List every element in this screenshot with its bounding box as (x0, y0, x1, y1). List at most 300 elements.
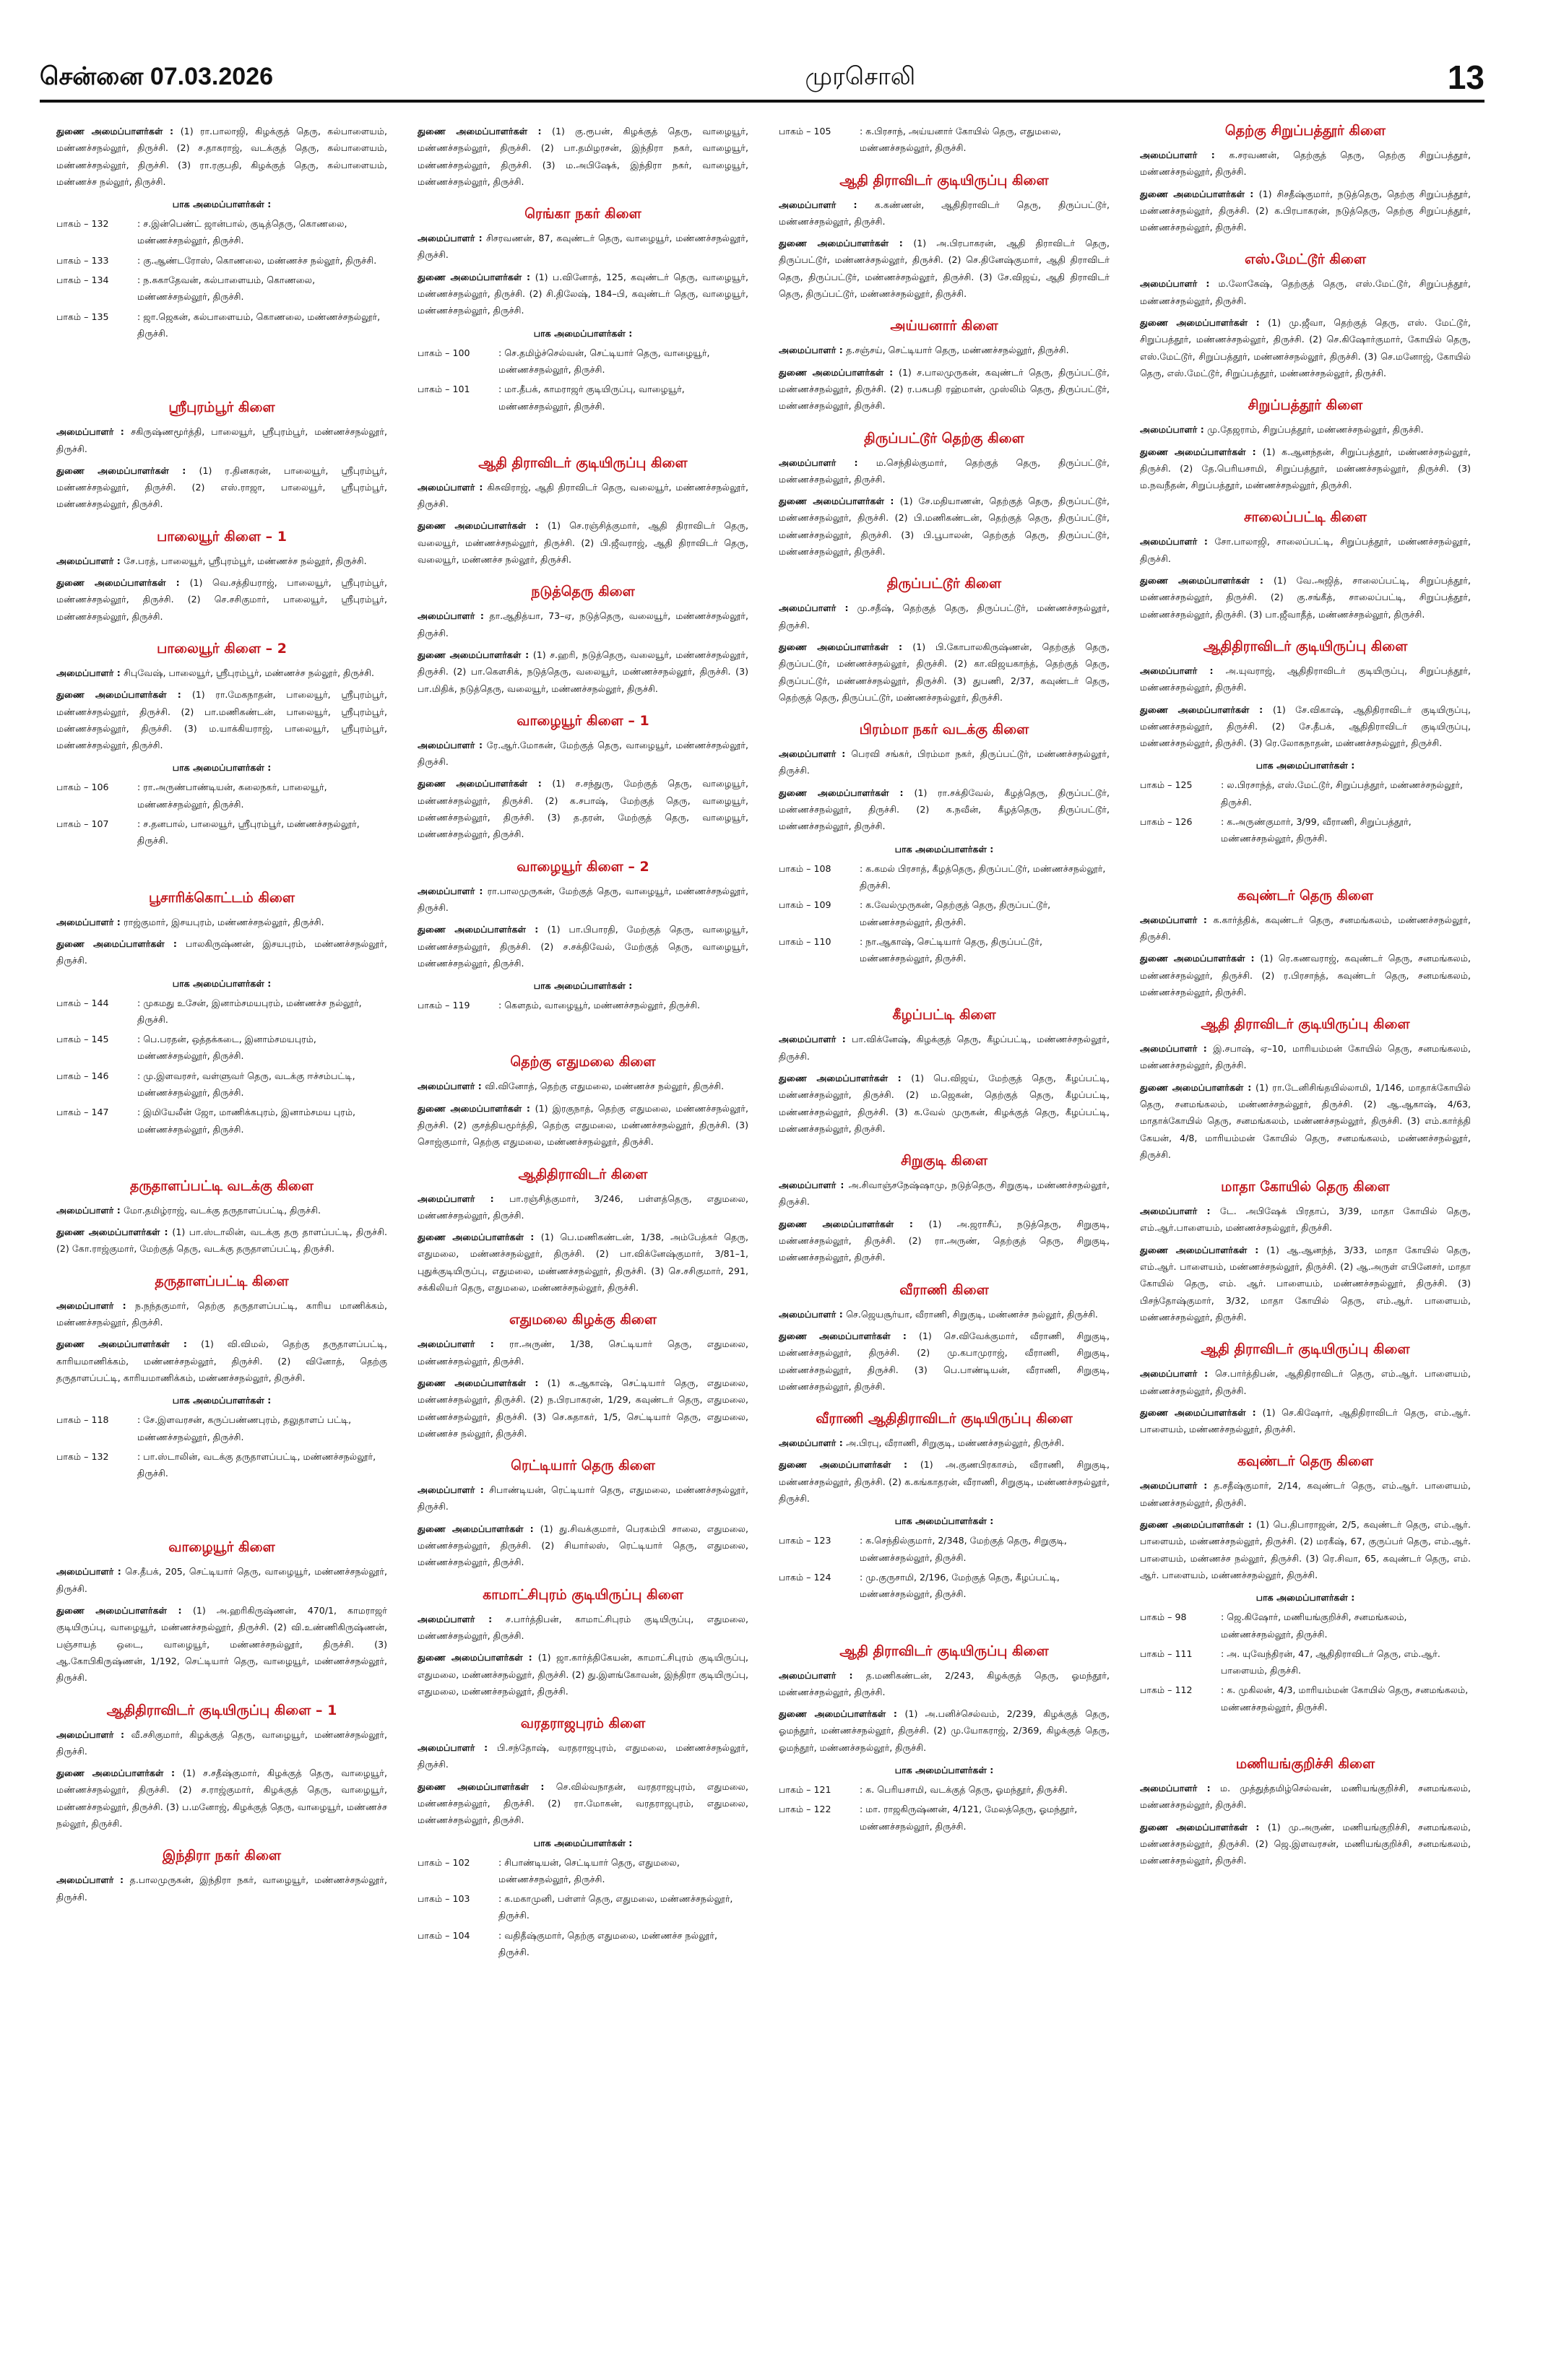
branch-block (1140, 1016, 1471, 1163)
organiser-label: அமைப்பாளர் : (1140, 1206, 1220, 1217)
section-number: பாகம் – 119 (418, 1000, 470, 1011)
masthead (40, 51, 1484, 103)
deputy-organisers-label: துணை அமைப்பாளர்கள் : (1140, 188, 1259, 199)
deputy-organisers-names: (1) பெ.திபாராஜன், 2/5, கவுண்டர் தெரு, எம்.ஆர். பாளையம், மண்ணச்சநல்லூர், திருச்சி. (2) மரகீஷ், 67, குருப்பர் தெரு, எம்.ஆர். பாளையம், மண்ணச்ச நல்லூர், திருச்சி. (3) ரெ.சிவா, 65, கவுண்டர் தெரு, எம். ஆர். பாளையம், மண்ணச்சநல்லூர், திருச்சி. (1140, 1519, 1471, 1580)
organiser-label: அமைப்பாளர் : (779, 1669, 866, 1681)
deputy-organisers-entry (418, 1649, 748, 1700)
organiser-name: பா.ரஞ்சித்குமார், 3/246, பள்ளத்தெரு, எதுமலை, மண்ணச்சநல்லூர், திருச்சி. (418, 1193, 748, 1221)
article-columns (56, 123, 1471, 2362)
deputy-organisers-entry (1140, 186, 1471, 236)
organiser-name: அ.யுவராஜ், ஆதிதிராவிடர் குடியிருப்பு, சிறுப்பத்தூர், மண்ணச்சநல்லூர், திருச்சி. (1140, 665, 1471, 693)
branch-block (1140, 1341, 1471, 1437)
branch-title: இந்திரா நகர் கிளை (162, 1848, 282, 1864)
branch-title: ஆதிதிராவிடர் கிளை (518, 1166, 648, 1182)
organiser-label: அமைப்பாளர் : (56, 1204, 124, 1216)
section-organiser-row (1140, 1645, 1471, 1679)
deputy-organisers-entry (418, 921, 748, 972)
deputy-organisers-names: (1) வே.அஜித், சாலைப்பட்டி, சிறுப்பத்தூர், மண்ணச்சநல்லூர், திருச்சி. (2) கு.சங்கீத், சாலைப்பட்டி, சிறுப்பத்தூர், மண்ணச்சநல்லூர், திருச்சி. (3) பா.ஜீவாதீத், மண்ணச்சநல்லூர், திருச்சி. (1140, 575, 1471, 620)
branch-block (56, 1273, 387, 1482)
deputy-organisers-names: (1) மு.ஜீவா, தெற்குத் தெரு, எஸ். மேட்டூர், சிறுப்பத்தூர், மண்ணச்சநல்லூர், திருச்சி. (2) செ.கிஷோர்குமார், கோயில் தெரு, எஸ்.மேட்டூர், சிறுப்பத்தூர், மண்ணச்சநல்லூர், திருச்சி. (3) செ.மனோஜ், கோயில் தெரு, எஸ்.மேட்டூர், சிறுப்பத்தூர், மண்ணச்சநல்லூர், திருச்சி. (1140, 317, 1471, 378)
branch-block (779, 1153, 1110, 1265)
organiser-name: சே.பரத், பாலையூர், ஸ்ரீபுரம்பூர், மண்ணச்ச நல்லூர், திருச்சி. (124, 555, 367, 566)
deputy-organisers-label: துணை அமைப்பாளர்கள் : (418, 1377, 548, 1388)
deputy-organisers-entry (779, 639, 1110, 706)
organiser-name: ம.செந்தில்குமார், தெற்குத் தெரு, திருப்பட்டூர், மண்ணச்சநல்லூர், திருச்சி. (779, 456, 1110, 485)
organiser-name: ரா.அருண், 1/38, செட்டியார் தெரு, எதுமலை, மண்ணச்சநல்லூர், திருச்சி. (418, 1338, 749, 1367)
organiser-label: அமைப்பாளர் : (1140, 1043, 1214, 1055)
deputy-organisers-names: (1) பி.கோபாலகிருஷ்ணன், தெற்குத் தெரு, திருப்பட்டூர், மண்ணச்சநல்லூர், திருச்சி. (2) கா.விஜயகாந்த், தெற்குத் தெரு, திருப்பட்டூர், மண்ணச்சநல்லூர், திருச்சி. (3) துபணி, 2/37, கவுண்டர் தெரு, தெற்குத் தெரு, திருப்பட்டூர், மண்ணச்சநல்லூர், திருச்சி. (779, 641, 1110, 703)
organiser-entry (1140, 1203, 1471, 1237)
deputy-organisers-names: (1) செ.கிஷோர், ஆதிதிராவிடர் தெரு, எம்.ஆர். பாளையம், மண்ணச்சநல்லூர், திருச்சி. (1140, 1406, 1471, 1435)
branch-title: தெற்கு சிறுப்பத்தூர் கிளை (1224, 123, 1386, 139)
organiser-entry (56, 423, 387, 457)
deputy-organisers-label: துணை அமைப்பாளர்கள் : (418, 649, 533, 660)
organiser-label: அமைப்பாளர் : (1140, 278, 1219, 290)
organiser-entry (418, 1078, 748, 1094)
organiser-name: தா.ஆதித்யா, 73–ஏ, நடுத்தெரு, வலையூர், மண்ணச்சநல்லூர், திருச்சி. (418, 610, 748, 639)
branch-title: ஆதி திராவிடர் குடியிருப்பு கிளை (478, 454, 688, 471)
deputy-organisers-label: துணை அமைப்பாளர்கள் : (1140, 1821, 1268, 1832)
branch-title: ஆதி திராவிடர் குடியிருப்பு கிளை (1201, 1341, 1410, 1358)
deputy-organisers-entry (56, 1765, 387, 1832)
deputy-organisers-names: (1) கு.ரூபன், கிழக்குத் தெரு, வாழையூர், மண்ணச்சநல்லூர், திருச்சி. (2) பா.தமிழரசன், இந்திரா நகர், வாழையூர், மண்ணச்சநல்லூர், திருச்சி. (3) ம.அபிஷேக், இந்திரா நகர், வாழையூர், மண்ணச்சநல்லூர், திருச்சி. (418, 126, 748, 187)
deputy-organisers-entry (56, 1224, 387, 1258)
deputy-organisers-names: (1) செ.விவேக்குமார், வீராணி, சிறுகுடி, மண்ணச்சநல்லூர், திருச்சி. (2) மு.கபாமுராஜ், வீராணி, சிறுகுடி, மண்ணச்சநல்லூர், திருச்சி. (3) பெ.பாண்டியன், வீராணி, சிறுகுடி, மண்ணச்சநல்லூர், திருச்சி. (779, 1330, 1110, 1392)
branch-title: கவுண்டர் தெரு கிளை (1237, 1453, 1374, 1470)
deputy-organisers-label: துணை அமைப்பாளர்கள் : (779, 1708, 905, 1720)
deputy-organisers-label: துணை அமைப்பாளர்கள் : (56, 938, 186, 949)
branch-block (779, 576, 1110, 706)
deputy-organisers-label: துணை அமைப்பாளர்கள் : (56, 1338, 202, 1350)
section-number: பாகம் – 146 (56, 1070, 109, 1081)
deputy-organisers-names: (1) ரா.சக்திவேல், கீழத்தெரு, திருப்பட்டூர், மண்ணச்சநல்லூர், திருச்சி. (2) க.நவீன், கீழத்தெரு, திருப்பட்டூர், மண்ணச்சநல்லூர், திருச்சி. (779, 787, 1110, 832)
section-number: பாகம் – 121 (779, 1784, 831, 1795)
deputy-organisers-label: துணை அமைப்பாளர்கள் : (418, 520, 548, 532)
branch-block (418, 123, 748, 190)
branch-title: ஸ்ரீபுரம்பூர் கிளை (168, 399, 275, 416)
deputy-organisers-label: துணை அமைப்பாளர்கள் : (1140, 1406, 1263, 1418)
organiser-label: அமைப்பாளர் : (418, 1081, 485, 1092)
deputy-organisers-names: (1) ச.ஹரி, நடுத்தெரு, வலையூர், மண்ணச்சநல்லூர், திருச்சி. (2) பா.கௌசிக், நடுத்தெரு, வலையூர், மண்ணச்சநல்லூர், திருச்சி. (3) பா.மிதிக், நடுத்தெரு, வலையூர், மண்ணச்சநல்லூர், திருச்சி. (418, 649, 748, 694)
branch-title: திருப்பட்டூர் தெற்கு கிளை (864, 430, 1024, 446)
organiser-name: செ.தீபக், 205, செட்டியார் தெரு, வாழையூர், மண்ணச்சநல்லூர், திருச்சி. (56, 1566, 387, 1594)
branch-title: தெற்கு எதுமலை கிளை (510, 1054, 656, 1070)
section-organiser-row (779, 896, 1110, 930)
deputy-organisers-names: (1) ப.வினோத், 125, கவுண்டர் தெரு, வாழையூர், மண்ணச்சநல்லூர், திருச்சி. (2) சி.திலேஷ், 184–பி, கவுண்டர் தெரு, வாழையூர், மண்ணச்சநல்லூர், திருச்சி. (418, 271, 748, 316)
branch-block (418, 1715, 748, 1960)
deputy-organisers-names: (1) பா.பிபாரதி, மேற்குத் தெரு, வாழையூர், மண்ணச்சநல்லூர், திருச்சி. (2) ச.சக்திவேல், மேற்குத் தெரு, வாழையூர், மண்ணச்சநல்லூர், திருச்சி. (418, 924, 748, 969)
deputy-organisers-entry (418, 775, 748, 842)
section-number: பாகம் – 100 (418, 347, 470, 358)
deputy-organisers-names: (1) ச.பாலமுருகன், கவுண்டர் தெரு, திருப்பட்டூர், மண்ணச்சநல்லூர், திருச்சி. (2) ர.பசுபதி ரஹ்மான், முஸ்லிம் தெரு, திருப்பட்டூர், மண்ணச்சநல்லூர், திருச்சி. (779, 366, 1110, 412)
deputy-organisers-names: (1) ர.தினகரன், பாலையூர், ஸ்ரீபுரம்பூர், மண்ணச்சநல்லூர், திருச்சி. (2) எஸ்.ராஜா, பாலையூர், ஸ்ரீபுரம்பூர், மண்ணச்சநல்லூர், திருச்சி. (56, 464, 387, 510)
section-organisers-heading: பாக அமைப்பாளர்கள் : (894, 1515, 994, 1527)
section-organiser-row (56, 308, 387, 342)
deputy-organisers-label: துணை அமைப்பாளர்கள் : (418, 1652, 538, 1663)
deputy-organisers-names: (1) பெ.மணிகண்டன், 1/38, அம்பேத்கர் தெரு, எதுமலை, மண்ணச்சநல்லூர், திருச்சி. (2) பா.விக்னேஷ்குமார், 3/81–1, புதுக்குடியிருப்பு, எதுமலை, மண்ணச்சநல்லூர், திருச்சி. (3) செ.சசிகுமார், 291, சக்கிலியர் தெரு, எதுமலை, மண்ணச்சநல்லூர், திருச்சி. (418, 1232, 748, 1294)
section-number: பாகம் – 102 (418, 1856, 470, 1868)
section-organisers-heading: பாக அமைப்பாளர்கள் : (894, 843, 994, 854)
deputy-organisers-label: துணை அமைப்பாளர்கள் : (779, 1330, 919, 1341)
deputy-organisers-label: துணை அமைப்பாளர்கள் : (779, 641, 913, 652)
deputy-organisers-names: (1) சிசதீஷ்குமார், நடுத்தெரு, தெற்கு சிறுப்பத்தூர், மண்ணச்சநல்லூர், திருச்சி. (2) க.பிரபாகரன், நடுத்தெரு, தெற்கு சிறுப்பத்தூர், மண்ணச்சநல்லூர், திருச்சி. (1140, 188, 1471, 233)
deputy-organisers-entry (779, 493, 1110, 560)
deputy-organisers-entry (56, 574, 387, 625)
section-organiser-detail: : நா.ஆகாஷ், செட்டியார் தெரு, திருப்பட்டூர், மண்ணச்சநல்லூர், திருச்சி. (860, 935, 1042, 964)
organiser-label: அமைப்பாளர் : (56, 1299, 135, 1311)
organiser-label: அமைப்பாளர் : (779, 199, 875, 210)
branch-block (418, 206, 748, 415)
branch-title: தருதாளப்பட்டி கிளை (155, 1273, 289, 1289)
section-organiser-row (56, 1104, 387, 1138)
branch-block (779, 1643, 1110, 1835)
section-organiser-detail: : க.வேல்முருகன், தெற்குத் தெரு, திருப்பட்டூர், மண்ணச்சநல்லூர், திருச்சி. (860, 899, 1051, 927)
deputy-organisers-entry (56, 462, 387, 513)
deputy-organisers-label: துணை அமைப்பாளர்கள் : (56, 689, 192, 701)
organiser-entry (418, 883, 748, 917)
organiser-label: அமைப்பாளர் : (1140, 665, 1226, 676)
section-organiser-row (418, 997, 748, 1013)
section-organisers-heading: பாக அமைப்பாளர்கள் : (533, 980, 633, 992)
section-number: பாகம் – 126 (1140, 816, 1193, 828)
deputy-organisers-entry (418, 1375, 748, 1442)
deputy-organisers-label: துணை அமைப்பாளர்கள் : (1140, 575, 1274, 587)
deputy-organisers-label: துணை அமைப்பாளர்கள் : (418, 1780, 556, 1792)
section-organiser-detail: : க. முகிலன், 4/3, மாரியம்மன் கோயில் தெரு, சனமங்கலம், மண்ணச்சநல்லூர், திருச்சி. (1221, 1684, 1469, 1713)
branch-block (56, 1178, 387, 1258)
organiser-entry (56, 1202, 387, 1219)
branch-block (1140, 509, 1471, 622)
deputy-organisers-entry (418, 646, 748, 697)
organiser-entry (1140, 662, 1471, 696)
branch-title: ஆதி திராவிடர் குடியிருப்பு கிளை (1201, 1016, 1410, 1033)
branch-title: அய்யனார் கிளை (890, 318, 998, 334)
branch-block (779, 1411, 1110, 1602)
section-number: பாகம் – 105 (779, 126, 831, 137)
section-organiser-detail: : ஜெ.கிஷோர், மணியங்குறிச்சி, சனமங்கலம், மண்ணச்சநல்லூர், திருச்சி. (1221, 1611, 1407, 1640)
section-organisers-heading: பாக அமைப்பாளர்கள் : (533, 1837, 633, 1848)
organiser-label: அமைப்பாளர் : (779, 1308, 847, 1320)
deputy-organisers-names: (1) ரா.பாலாஜி, கிழக்குத் தெரு, கல்பாளையம், மண்ணச்சநல்லூர், திருச்சி. (2) ச.தாகராஜ், வடக்குத் தெரு, கல்பாளையம், மண்ணச்சநல்லூர், திருச்சி. (3) ரா.ரகுபதி, கிழக்குத் தெரு, கல்பாளையம், மண்ணச்ச நல்லூர், திருச்சி. (56, 126, 387, 187)
branch-title: மாதா கோயில் தெரு கிளை (1221, 1179, 1390, 1195)
section-organiser-row (418, 1854, 748, 1888)
deputy-organisers-entry (418, 269, 748, 319)
deputy-organisers-entry (56, 1602, 387, 1686)
newspaper-name: முரசொலி (805, 62, 916, 91)
deputy-organisers-names: (1) ரெ.கணவராஜ், கவுண்டர் தெரு, சனமங்கலம், மண்ணச்சநல்லூர், திருச்சி. (2) ர.பிரசாந்த், கவுண்டர் தெரு, சனமங்கலம், மண்ணச்சநல்லூர், திருச்சி. (1140, 953, 1471, 998)
deputy-organisers-entry (1140, 1404, 1471, 1438)
organiser-entry (779, 1177, 1110, 1211)
organiser-label: அமைப்பாளர் : (56, 667, 124, 678)
organiser-name: ரே.ஆர்.மோகன், மேற்குத் தெரு, வாழையூர், மண்ணச்சநல்லூர், திருச்சி. (418, 739, 748, 768)
section-organiser-row (56, 995, 387, 1029)
organiser-entry (1140, 1365, 1471, 1399)
deputy-organisers-entry (1140, 950, 1471, 1000)
deputy-organisers-names: (1) ரா.மேகநாதன், பாலையூர், ஸ்ரீபுரம்பூர், மண்ணச்சநல்லூர், திருச்சி. (2) பா.மணிகண்டன், பாலையூர், ஸ்ரீபுரம்பூர், மண்ணச்சநல்லூர், திருச்சி. (3) ம.யாக்கியராஜ், பாலையூர், ஸ்ரீபுரம்பூர், மண்ணச்சநல்லூர், திருச்சி. (56, 689, 387, 751)
branch-block (418, 455, 748, 568)
deputy-organisers-entry (779, 784, 1110, 835)
section-number: பாகம் – 145 (56, 1034, 109, 1045)
deputy-organisers-names: (1) ஜா.கார்த்திகேயன், காமாட்சிபுரம் குடியிருப்பு, எதுமலை, மண்ணச்சநல்லூர், திருச்சி. (2) து.இளங்கோவன், இந்திரா குடியிருப்பு, எதுமலை, மண்ணச்சநல்லூர், திருச்சி. (418, 1652, 748, 1697)
branch-title: பிரம்மா நகர் வடக்கு கிளை (859, 722, 1029, 738)
deputy-organisers-names: (1) வெ.சத்தியராஜ், பாலையூர், ஸ்ரீபுரம்பூர், மண்ணச்சநல்லூர், திருச்சி. (2) செ.சசிகுமார், பாலையூர், ஸ்ரீபுரம்பூர், மண்ணச்சநல்லூர், திருச்சி. (56, 577, 387, 622)
section-number: பாகம் – 144 (56, 997, 109, 1008)
branch-title: பூசாரிக்கொட்டம் கிளை (148, 889, 295, 906)
branch-title: வீராணி ஆதிதிராவிடர் குடியிருப்பு கிளை (816, 1411, 1073, 1427)
deputy-organisers-label: துணை அமைப்பாளர்கள் : (56, 126, 181, 137)
deputy-organisers-label: துணை அமைப்பாளர்கள் : (1140, 446, 1263, 457)
section-organiser-row (418, 381, 748, 415)
organiser-name: வீ.சசிகுமார், கிழக்குத் தெரு, வாழையூர், மண்ணச்சநல்லூர், திருச்சி. (56, 1728, 387, 1757)
deputy-organisers-entry (1140, 1242, 1471, 1325)
branch-title: சிறுப்பத்தூர் கிளை (1248, 397, 1363, 414)
organiser-entry (56, 1726, 387, 1760)
deputy-organisers-entry (1140, 1516, 1471, 1583)
organiser-label: அமைப்பாளர் : (779, 456, 876, 468)
organiser-label: அமைப்பாளர் : (418, 1613, 506, 1624)
column-4 (1140, 123, 1471, 2362)
city-date: சென்னை 07.03.2026 (40, 63, 274, 90)
section-organiser-detail: : அ. யுவேந்திரன், 47, ஆதிதிராவிடர் தெரு, எம்.ஆர். பாளையம், திருச்சி. (1221, 1648, 1440, 1676)
branch-title: வாழையூர் கிளை – 1 (517, 712, 649, 729)
section-organiser-row (418, 1927, 748, 1961)
organiser-name: அ.பிரபு, வீராணி, சிறுகுடி, மண்ணச்சநல்லூர், திருச்சி. (846, 1437, 1065, 1449)
section-organiser-row (779, 1532, 1110, 1566)
branch-block (779, 173, 1110, 303)
organiser-name: ராஜ்குமார், இசயபுரம், மண்ணச்சநல்லூர், திருச்சி. (124, 916, 324, 927)
branch-block (1140, 251, 1471, 381)
branch-title: சாலைப்பட்டி கிளை (1243, 509, 1367, 526)
branch-block (56, 1702, 387, 1832)
organiser-name: ச.பார்த்திபன், காமாட்சிபுரம் குடியிருப்பு, எதுமலை, மண்ணச்சநல்லூர், திருச்சி. (418, 1613, 748, 1641)
branch-title: பாலையூர் கிளை – 2 (157, 640, 287, 657)
section-organisers-heading: பாக அமைப்பாளர்கள் : (172, 762, 272, 774)
deputy-organisers-entry (56, 1336, 387, 1386)
organiser-entry (1140, 275, 1471, 309)
deputy-organisers-label: துணை அமைப்பாளர்கள் : (418, 778, 553, 789)
deputy-organisers-names: (1) து.சிவக்குமார், பெரகம்பி சாலை, எதுமலை, மண்ணச்சநல்லூர், திருச்சி. (2) சியார்லஸ், ரெட்டியார் தெரு, எதுமலை, மண்ணச்சநல்லூர், திருச்சி. (418, 1523, 748, 1568)
section-organisers-heading: பாக அமைப்பாளர்கள் : (172, 199, 272, 210)
deputy-organisers-entry (1140, 1819, 1471, 1869)
branch-title: வாழையூர் கிளை – 2 (517, 858, 649, 875)
deputy-organisers-entry (1140, 443, 1471, 494)
deputy-organisers-names: (1) ச.சதீஷ்குமார், கிழக்குத் தெரு, வாழையூர், மண்ணச்சநல்லூர், திருச்சி. (2) ச.ராஜ்குமார், கிழக்குத் தெரு, வாழையூர், மண்ணச்சநல்லூர், திருச்சி. (3) ப.மனோஜ், கிழக்குத் தெரு, வாழையூர், மண்ணச்ச நல்லூர், திருச்சி. (56, 1767, 387, 1829)
organiser-entry (56, 1563, 387, 1597)
section-organiser-detail: : ச.இன்பெண்ட் ஜான்பால், குடித்தெரு, கொணலை, மண்ணச்சநல்லூர், திருச்சி. (137, 218, 347, 246)
section-organisers-heading: பாக அமைப்பாளர்கள் : (172, 977, 272, 989)
branch-block (1140, 1756, 1471, 1869)
section-number: பாகம் – 108 (779, 862, 831, 874)
branch-title: திருப்பட்டூர் கிளை (886, 576, 1002, 592)
organiser-label: அமைப்பாளர் : (1140, 424, 1208, 436)
organiser-label: அமைப்பாளர் : (779, 1034, 852, 1045)
section-number: பாகம் – 133 (56, 254, 109, 266)
deputy-organisers-label: துணை அமைப்பாளர்கள் : (779, 366, 899, 378)
organiser-name: பா.விக்னேஷ், கிழக்குத் தெரு, கீழப்பட்டி, மண்ணச்சநல்லூர், திருச்சி. (779, 1034, 1110, 1062)
deputy-organisers-label: துணை அமைப்பாளர்கள் : (56, 577, 190, 589)
organiser-name: மு.தேஜராம், சிறுப்பத்தூர், மண்ணச்சநல்லூர், திருச்சி. (1207, 424, 1424, 436)
deputy-organisers-entry (418, 1778, 748, 1829)
section-organiser-row (1140, 776, 1471, 810)
section-organiser-detail: : ந.சுகாதேவன், கல்பாளையம், கொணலை, மண்ணச்சநல்லூர், திருச்சி. (137, 274, 316, 303)
organiser-entry (1140, 1780, 1471, 1814)
section-organiser-detail: : க.கமல் பிரசாத், கீழத்தெரு, திருப்பட்டூர், மண்ணச்சநல்லூர், திருச்சி. (860, 862, 1106, 891)
deputy-organisers-names: பாலகிருஷ்ணன், இசயபுரம், மண்ணச்சநல்லூர், திருச்சி. (56, 938, 387, 966)
section-organiser-row (418, 1890, 748, 1924)
branch-title: எஸ்.மேட்டூர் கிளை (1244, 251, 1367, 268)
branch-block (56, 529, 387, 625)
organiser-entry (779, 1667, 1110, 1701)
deputy-organisers-entry (779, 235, 1110, 302)
organiser-entry (1140, 912, 1471, 945)
branch-title: ஆதி திராவிடர் குடியிருப்பு கிளை (839, 1643, 1049, 1659)
deputy-organisers-label: துணை அமைப்பாளர்கள் : (779, 238, 914, 249)
section-organiser-detail: : ஜா.ஜெகன், கல்பாளையம், கொணலை, மண்ணச்சநல்லூர், திருச்சி. (137, 311, 381, 339)
organiser-label: அமைப்பாளர் : (418, 233, 486, 244)
deputy-organisers-label: துணை அமைப்பாளர்கள் : (1140, 704, 1273, 715)
section-organiser-row (779, 1781, 1110, 1798)
deputy-organisers-names: செ.வில்வநாதன், வரதராஜபுரம், எதுமலை, மண்ணச்சநல்லூர், திருச்சி. (2) ரா.மோகன், வரதராஜபுரம், எதுமலை, மண்ணச்சநல்லூர், திருச்சி. (418, 1780, 748, 1826)
section-organiser-detail: : பா.ஸ்டாலின், வடக்கு தருதாளப்பட்டி, மண்ணச்சநல்லூர், திருச்சி. (137, 1450, 376, 1479)
section-number: பாகம் – 104 (418, 1929, 470, 1941)
section-organiser-detail: : ச.தனபால், பாலையூர், ஸ்ரீபுரம்பூர், மண்ணச்சநல்லூர், திருச்சி. (137, 818, 360, 847)
section-organiser-row (779, 123, 1110, 157)
section-number: பாகம் – 109 (779, 899, 831, 911)
section-number: பாகம் – 98 (1140, 1611, 1187, 1623)
deputy-organisers-label: துணை அமைப்பாளர்கள் : (1140, 1081, 1256, 1093)
organiser-name: மோ.தமிழ்ராஜ், வடக்கு தருதாளப்பட்டி, திருச்சி. (124, 1204, 321, 1216)
branch-block (418, 1458, 748, 1570)
organiser-entry (779, 342, 1110, 358)
organiser-name: ரா.பாலமுருகன், மேற்குத் தெரு, வாழையூர், மண்ணச்சநல்லூர், திருச்சி. (418, 885, 748, 913)
deputy-organisers-names: (1) அ.ஜராசீப், நடுத்தெரு, சிறுகுடி, மண்ணச்சநல்லூர், திருச்சி. (2) ரா.அருண், தெற்குத் தெரு, சிறுகுடி, மண்ணச்சநல்லூர், திருச்சி. (779, 1218, 1110, 1263)
organiser-name: த.சதீஷ்குமார், 2/14, கவுண்டர் தெரு, எம்.ஆர். பாளையம், மண்ணச்சநல்லூர், திருச்சி. (1140, 1480, 1471, 1508)
deputy-organisers-label: துணை அமைப்பாளர்கள் : (1140, 1244, 1267, 1255)
section-number: பாகம் – 132 (56, 218, 109, 230)
branch-title: எதுமலை கிழக்கு கிளை (509, 1312, 657, 1328)
organiser-entry (418, 737, 748, 771)
organiser-name: மு.சதீஷ், தெற்குத் தெரு, திருப்பட்டூர், மண்ணச்சநல்லூர், திருச்சி. (779, 602, 1110, 631)
deputy-organisers-label: துணை அமைப்பாளர்கள் : (1140, 1519, 1257, 1531)
branch-title: மணியங்குறிச்சி கிளை (1235, 1756, 1375, 1772)
deputy-organisers-names: (1) ரா.டேனிசிங்தயில்லாமி, 1/146, மாதாக்கோயில் தெரு, சனமங்கலம், மண்ணச்சநல்லூர், திருச்சி. (2) ஆ.ஆகாஷ், 4/63, மாதாக்கோயில் தெரு, சனமங்கலம், மண்ணச்சநல்லூர், திருச்சி. (3) எம்.கார்த்தி கேயன், 4/8, மாரியம்மன் கோயில் தெரு, சனமங்கலம், மண்ணச்சநல்லூர், திருச்சி. (1140, 1081, 1471, 1160)
section-organiser-detail: : ரா.அருண்பாண்டியன், கலைநகர், பாலையூர், மண்ணச்சநல்லூர், திருச்சி. (137, 782, 327, 810)
section-number: பாகம் – 125 (1140, 779, 1193, 791)
organiser-label: அமைப்பாளர் : (418, 1742, 498, 1754)
section-number: பாகம் – 107 (56, 818, 109, 830)
column-3 (779, 123, 1110, 2362)
organiser-label: அமைப்பாளர் : (418, 1484, 490, 1496)
deputy-organisers-entry (1140, 701, 1471, 752)
organiser-name: ம. முத்துத்தமிழ்செல்வன், மணியங்குறிச்சி, சனமங்கலம், மண்ணச்சநல்லூர், திருச்சி. (1140, 1783, 1471, 1811)
organiser-name: வி.வினோத், தெற்கு எதுமலை, மண்ணச்ச நல்லூர், திருச்சி. (485, 1081, 725, 1092)
organiser-name: க.கண்ணன், ஆதிதிராவிடர் தெரு, திருப்பட்டூர், மண்ணச்சநல்லூர், திருச்சி. (779, 199, 1110, 227)
branch-title: சிறுகுடி கிளை (901, 1153, 987, 1169)
deputy-organisers-label: துணை அமைப்பாளர்கள் : (56, 1226, 173, 1238)
section-organiser-row (779, 1801, 1110, 1835)
section-organiser-detail: : க.அருண்குமார், 3/99, வீராணி, சிறுப்பத்தூர், மண்ணச்சநல்லூர், திருச்சி. (1221, 816, 1412, 844)
section-organiser-detail: : ல.பிரசாந்த், எஸ்.மேட்டூர், சிறுப்பத்தூர், மண்ணச்சநல்லூர், திருச்சி. (1221, 779, 1464, 808)
branch-title: பாலையூர் கிளை – 1 (157, 528, 287, 545)
section-organiser-row (56, 272, 387, 306)
organiser-label: அமைப்பாளர் : (418, 610, 490, 622)
section-number: பாகம் – 132 (56, 1450, 109, 1462)
organiser-entry (1140, 1477, 1471, 1511)
section-number: பாகம் – 118 (56, 1414, 109, 1426)
deputy-organisers-label: துணை அமைப்பாளர்கள் : (779, 1218, 929, 1229)
branch-title: நடுத்தெரு கிளை (531, 584, 635, 600)
branch-block (56, 641, 387, 849)
section-organiser-row (779, 1569, 1110, 1603)
section-number: பாகம் – 134 (56, 274, 109, 286)
section-organiser-row (56, 779, 387, 813)
deputy-organisers-label: துணை அமைப்பாளர்கள் : (418, 1232, 541, 1243)
section-organiser-detail: : க.பிரசாந், அய்யனார் கோயில் தெரு, எதுமலை, மண்ணச்சநல்லூர், திருச்சி. (860, 126, 1061, 154)
branch-block (56, 1848, 387, 1905)
deputy-organisers-names: (1) க.ஆனந்தன், சிறுப்பத்தூர், மண்ணச்சநல்லூர், திருச்சி. (2) தே.பெரியசாமி, சிறுப்பத்தூர், மண்ணச்சநல்லூர், திருச்சி. (3) ம.நவநீதன், சிறுப்பத்தூர், மண்ணச்சநல்லூர், திருச்சி. (1140, 446, 1471, 491)
section-number: பாகம் – 110 (779, 935, 831, 947)
section-organiser-row (1140, 813, 1471, 847)
organiser-name: த.பாலமுருகன், இந்திரா நகர், வாழையூர், மண்ணச்சநல்லூர், திருச்சி. (56, 1874, 387, 1903)
deputy-organisers-names: (1) சே.விகாஷ், ஆதிதிராவிடர் குடியிருப்பு, மண்ணச்சநல்லூர், திருச்சி. (2) சே.தீபக், ஆதிதிராவிடர் குடியிருப்பு, மண்ணச்சநல்லூர், திருச்சி. (3) ரெ.லோகநாதன், மண்ணச்சநல்லூர், திருச்சி. (1140, 704, 1471, 749)
organiser-name: செ.பார்த்திபன், ஆதிதிராவிடர் தெரு, எம்.ஆர். பாளையம், மண்ணச்சநல்லூர், திருச்சி. (1140, 1368, 1471, 1396)
organiser-name: சகிருஷ்ணமூர்த்தி, பாலையூர், ஸ்ரீபுரம்பூர், மண்ணச்சநல்லூர், திருச்சி. (56, 426, 387, 454)
organiser-entry (779, 1306, 1110, 1323)
section-organiser-detail: : க. பெரியசாமி, வடக்குத் தெரு, ஓமந்தூர், திருச்சி. (860, 1784, 1068, 1795)
section-number: பாகம் – 123 (779, 1535, 831, 1546)
deputy-organisers-label: துணை அமைப்பாளர்கள் : (779, 1072, 912, 1083)
organiser-name: ம.லோகேஷ், தெற்குத் தெரு, எஸ்.மேட்டூர், சிறுப்பத்தூர், மண்ணச்சநல்லூர், திருச்சி. (1140, 278, 1471, 306)
branch-block (1140, 1179, 1471, 1325)
section-organiser-row (1140, 1682, 1471, 1715)
organiser-name: சிபாண்டியன், ரெட்டியார் தெரு, எதுமலை, மண்ணச்சநல்லூர், திருச்சி. (418, 1484, 749, 1513)
organiser-entry (1140, 1040, 1471, 1074)
organiser-entry (779, 745, 1110, 779)
section-number: பாகம் – 135 (56, 311, 109, 322)
organiser-name: த.மணிகண்டன், 2/243, கிழக்குத் தெரு, ஓமந்தூர், மண்ணச்சநல்லூர், திருச்சி. (779, 1669, 1110, 1697)
deputy-organisers-entry (1140, 314, 1471, 381)
branch-block (779, 318, 1110, 414)
branch-title: வீராணி கிளை (899, 1281, 989, 1298)
branch-title: காமாட்சிபுரம் குடியிருப்பு கிளை (483, 1586, 683, 1603)
organiser-name: டே. அபிஷேக் பிரதாப், 3/39, மாதா கோயில் தெரு, எம்.ஆர்.பாளையம், மண்ணச்சநல்லூர், திருச்சி. (1140, 1206, 1471, 1234)
section-organiser-row (56, 252, 387, 269)
organiser-entry (56, 914, 387, 930)
organiser-label: அமைப்பாளர் : (1140, 1480, 1214, 1492)
organiser-name: க.கார்த்திக், கவுண்டர் தெரு, சனமங்கலம், மண்ணச்சநல்லூர், திருச்சி. (1140, 914, 1471, 942)
organiser-entry (56, 1297, 387, 1331)
organiser-label: அமைப்பாளர் : (779, 1180, 849, 1191)
section-organiser-detail: : மா. ராஜகிருஷ்ணன், 4/121, மேலத்தெரு, ஓமந்தூர், மண்ணச்சநல்லூர், திருச்சி. (860, 1804, 1078, 1832)
branch-block (418, 859, 748, 1014)
section-organiser-detail: : மா.தீபக், காமராஜர் குடியிருப்பு, வாழையூர், மண்ணச்சநல்லூர், திருச்சி. (498, 384, 685, 412)
branch-block (56, 123, 387, 342)
section-number: பாகம் – 112 (1140, 1684, 1193, 1696)
organiser-entry (418, 1739, 748, 1773)
branch-block (779, 430, 1110, 561)
section-organiser-row (56, 1411, 387, 1445)
deputy-organisers-entry (418, 123, 748, 190)
section-organisers-heading: பாக அமைப்பாளர்கள் : (172, 1395, 272, 1406)
branch-block (56, 1539, 387, 1686)
branch-block (418, 1312, 748, 1442)
deputy-organisers-label: துணை அமைப்பாளர்கள் : (418, 271, 535, 282)
organiser-label: அமைப்பாளர் : (56, 426, 131, 438)
organiser-label: அமைப்பாளர் : (779, 1437, 847, 1449)
organiser-entry (1140, 421, 1471, 438)
section-organiser-detail: : சே.இளவரசன், கருப்பண்ணபுரம், தலுதாளப் பட்டி, மண்ணச்சநல்லூர், திருச்சி. (137, 1414, 352, 1442)
organiser-name: அ.சிவாஞ்சநேஷ்ஷாமு, நடுத்தெரு, சிறுகுடி, மண்ணச்சநல்லூர், திருச்சி. (779, 1180, 1110, 1208)
